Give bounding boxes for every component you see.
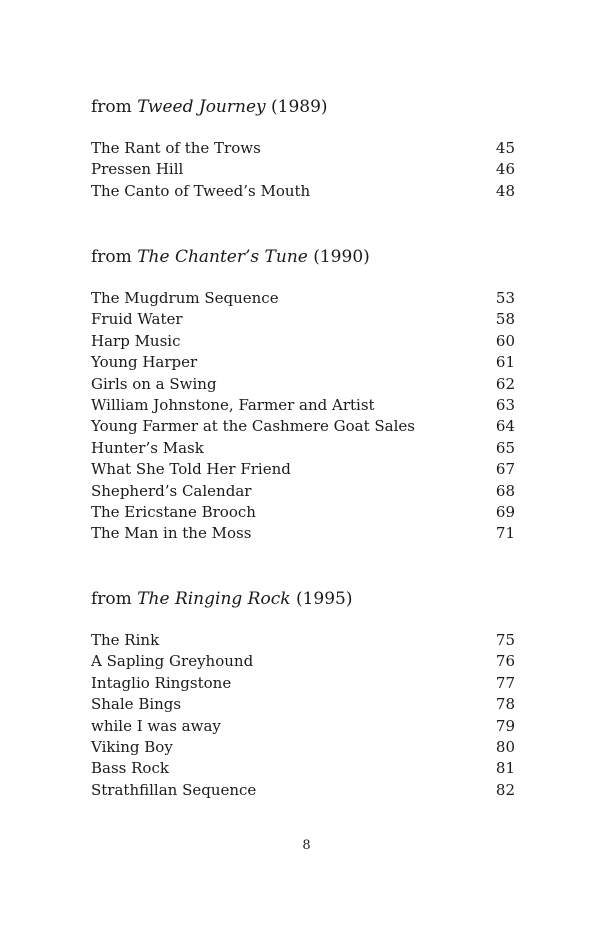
entry-title: William Johnstone, Farmer and Artist bbox=[91, 395, 375, 414]
entry-title: Hunter’s Mask bbox=[91, 438, 204, 457]
entry-page: 68 bbox=[495, 481, 515, 500]
entry-title: Strathfillan Sequence bbox=[91, 780, 257, 799]
toc-entry bbox=[91, 181, 515, 202]
entry-title: The Mugdrum Sequence bbox=[91, 289, 279, 307]
entry-page: 81 bbox=[495, 759, 515, 778]
entry-title: Young Harper bbox=[91, 353, 198, 372]
entry-page: 63 bbox=[495, 395, 515, 414]
heading-prefix: from bbox=[91, 97, 132, 117]
entry-title: Young Farmer at the Cashmere Goat Sales bbox=[91, 417, 415, 436]
section-chanters-tune bbox=[91, 246, 515, 545]
toc-entry bbox=[91, 481, 515, 502]
entry-title: Intaglio Ringstone bbox=[91, 673, 232, 692]
entry-page: 71 bbox=[495, 524, 515, 543]
book-year: (1989) bbox=[271, 97, 328, 117]
entry-page: 46 bbox=[495, 160, 515, 179]
heading-prefix: from bbox=[91, 589, 132, 609]
entry-page: 80 bbox=[495, 737, 515, 756]
toc-entry bbox=[91, 673, 515, 694]
entry-title: What She Told Her Friend bbox=[91, 460, 291, 479]
section-heading bbox=[91, 246, 515, 268]
entry-page: 45 bbox=[495, 139, 515, 157]
entry-page: 67 bbox=[495, 460, 515, 479]
book-year: (1995) bbox=[295, 589, 353, 609]
entry-page: 76 bbox=[495, 652, 515, 671]
section-heading bbox=[91, 588, 515, 610]
toc-entry bbox=[91, 502, 515, 523]
toc-entry bbox=[91, 694, 515, 715]
book-title: The Chanter’s Tune bbox=[137, 247, 308, 267]
entry-page: 69 bbox=[495, 502, 515, 521]
entry-page: 60 bbox=[495, 331, 515, 350]
section-ringing-rock bbox=[91, 588, 515, 801]
toc-entry bbox=[91, 438, 515, 459]
toc-entry bbox=[91, 331, 515, 352]
entry-title: Pressen Hill bbox=[91, 160, 184, 179]
entry-title: The Canto of Tweed’s Mouth bbox=[91, 181, 311, 200]
entry-list bbox=[91, 288, 515, 545]
entry-title: The Man in the Moss bbox=[91, 524, 252, 543]
toc-entry bbox=[91, 630, 515, 651]
section-tweed-journey bbox=[91, 96, 515, 202]
entry-page: 78 bbox=[495, 695, 515, 714]
toc-entry bbox=[91, 374, 515, 395]
entry-page: 82 bbox=[495, 780, 515, 799]
book-title: Tweed Journey bbox=[137, 97, 266, 117]
toc-entry bbox=[91, 780, 515, 801]
entry-title: Shale Bings bbox=[91, 695, 182, 714]
entry-page: 77 bbox=[495, 673, 515, 692]
book-title: The Ringing Rock bbox=[137, 589, 291, 609]
entry-page: 62 bbox=[495, 374, 515, 393]
toc-entry bbox=[91, 288, 515, 309]
toc-entry bbox=[91, 716, 515, 737]
entry-title: The Rink bbox=[91, 631, 160, 649]
entry-title: while I was away bbox=[91, 716, 221, 735]
toc-entry bbox=[91, 737, 515, 758]
toc-entry bbox=[91, 651, 515, 672]
toc-entry bbox=[91, 138, 515, 159]
toc-entry bbox=[91, 309, 515, 330]
toc-entry bbox=[91, 416, 515, 437]
book-year: (1990) bbox=[313, 247, 370, 267]
entry-title: Fruid Water bbox=[91, 310, 183, 329]
entry-title: Viking Boy bbox=[91, 737, 173, 756]
entry-list bbox=[91, 138, 515, 202]
entry-page: 65 bbox=[495, 438, 515, 457]
entry-page: 64 bbox=[495, 417, 515, 436]
heading-prefix: from bbox=[91, 247, 132, 267]
toc-entry bbox=[91, 395, 515, 416]
toc-entry bbox=[91, 459, 515, 480]
entry-page: 53 bbox=[495, 289, 515, 307]
entry-title: Girls on a Swing bbox=[91, 374, 217, 393]
entry-title: Bass Rock bbox=[91, 759, 169, 778]
entry-list bbox=[91, 630, 515, 801]
entry-page: 58 bbox=[495, 310, 515, 329]
entry-title: The Ericstane Brooch bbox=[91, 502, 256, 521]
page-number: 8 bbox=[302, 838, 311, 853]
toc-entry bbox=[91, 352, 515, 373]
section-heading bbox=[91, 96, 515, 118]
entry-page: 48 bbox=[495, 181, 515, 200]
entry-page: 79 bbox=[495, 716, 515, 735]
toc-entry bbox=[91, 523, 515, 544]
toc-entry bbox=[91, 758, 515, 779]
entry-page: 61 bbox=[495, 353, 515, 372]
entry-page: 75 bbox=[495, 631, 515, 649]
entry-title: A Sapling Greyhound bbox=[91, 652, 254, 671]
entry-title: Harp Music bbox=[91, 331, 181, 350]
toc-entry bbox=[91, 159, 515, 180]
entry-title: The Rant of the Trows bbox=[91, 139, 261, 157]
entry-title: Shepherd’s Calendar bbox=[91, 481, 252, 500]
